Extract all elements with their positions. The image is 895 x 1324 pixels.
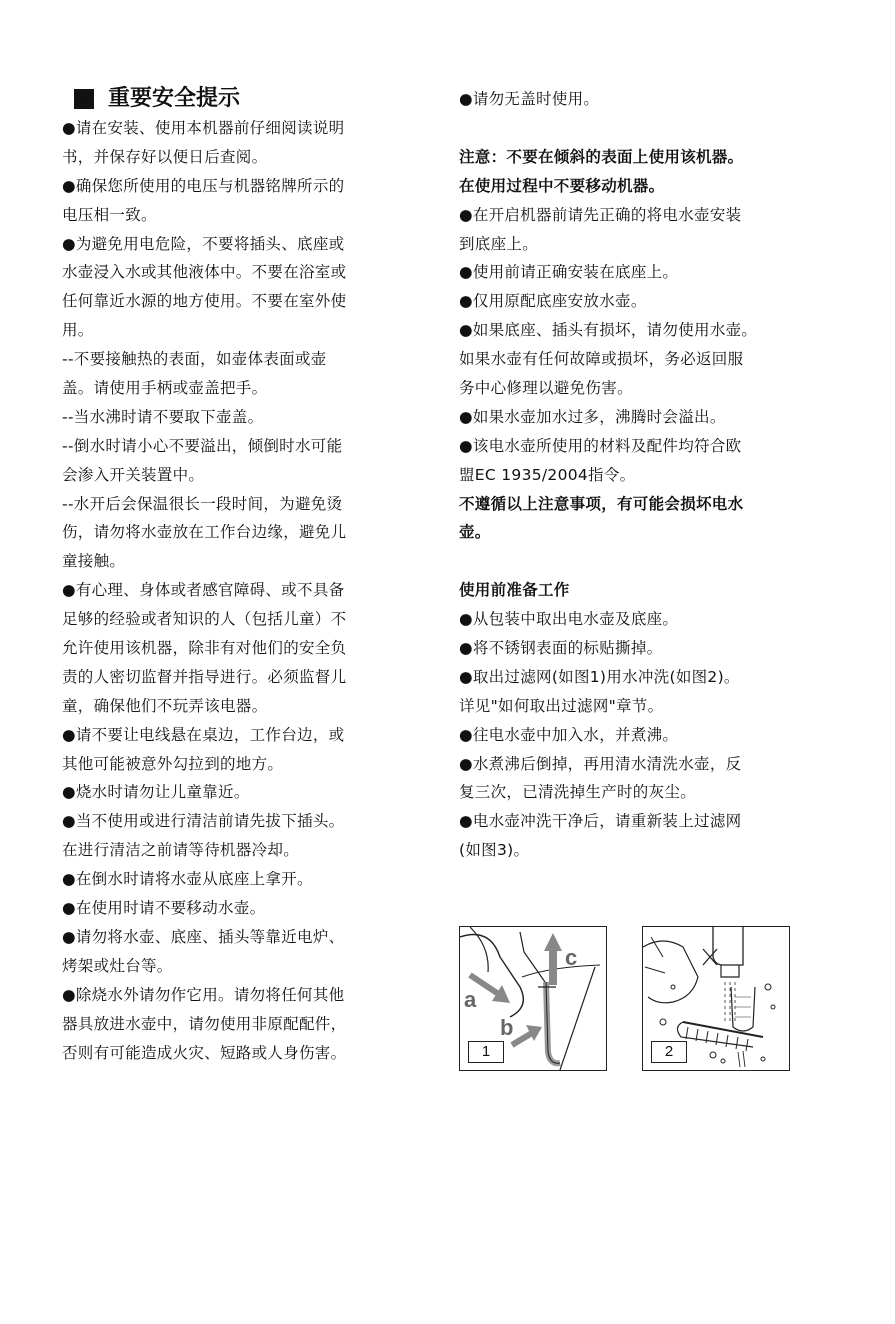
text-line: 烤架或灶台等。 [62, 956, 173, 975]
text-line: 会渗入开关装置中。 [62, 465, 205, 484]
text-line: --水开后会保温很长一段时间，为避免烫 [62, 494, 343, 513]
heading-text: 重要安全提示 [108, 86, 241, 111]
text-line: ●请勿将水壶、底座、插头等靠近电炉、 [62, 927, 345, 946]
section-heading-preparation: 使用前准备工作 [459, 581, 570, 600]
text-line: ●往电水壶中加入水，并煮沸。 [459, 725, 679, 744]
text-line: ●确保您所使用的电压与机器铭牌所示的 [62, 176, 345, 195]
text-line: 任何靠近水源的地方使用。不要在室外使 [62, 292, 347, 311]
text-line: 用。 [62, 321, 94, 340]
text-line: ●从包装中取出电水壶及底座。 [459, 610, 679, 629]
text-line: ●取出过滤网(如图1)用水冲洗(如图2)。 [459, 667, 740, 686]
figure-number: 1 [468, 1041, 504, 1063]
text-line: ●有心理、身体或者感官障碍、或不具备 [62, 581, 345, 600]
text-line: 盟EC 1935/2004指令。 [459, 465, 636, 484]
text-line: ●在倒水时请将水壶从底座上拿开。 [62, 870, 313, 889]
warning-line: 不遵循以上注意事项，有可能会损坏电水 [459, 494, 744, 513]
warning-line: 注意：不要在倾斜的表面上使用该机器。 [459, 147, 744, 166]
text-line: --不要接触热的表面，如壶体表面或壶 [62, 350, 327, 369]
text-line: ●请不要让电线悬在桌边，工作台边，或 [62, 725, 345, 744]
text-line: 童接触。 [62, 552, 126, 571]
text-line: ●除烧水外请勿作它用。请勿将任何其他 [62, 985, 345, 1004]
text-line: 伤，请勿将水壶放在工作台边缘，避免儿 [62, 523, 347, 542]
text-line: 电压相一致。 [62, 205, 157, 224]
text-line: ●请勿无盖时使用。 [459, 90, 600, 108]
text-line: 责的人密切监督并指导进行。必须监督儿 [62, 667, 347, 686]
text-line: 水壶浸入水或其他液体中。不要在浴室或 [62, 263, 347, 282]
text-line: 在进行清洁之前请等待机器冷却。 [62, 841, 300, 860]
text-line: ●使用前请正确安装在底座上。 [459, 263, 679, 282]
text-line: ●将不锈钢表面的标贴撕掉。 [459, 639, 663, 658]
text-line: ●该电水壶所使用的材料及配件均符合欧 [459, 436, 742, 455]
square-bullet-icon [74, 89, 94, 109]
right-column [459, 84, 794, 865]
text-line: 复三次，已清洗掉生产时的灰尘。 [459, 783, 697, 802]
text-line: ●请在安装、使用本机器前仔细阅读说明 [62, 119, 345, 137]
text-line: 到底座上。 [459, 234, 539, 253]
text-line: 详见"如何取出过滤网"章节。 [459, 696, 664, 715]
section-heading-safety [62, 84, 407, 114]
text-line: ●如果水壶加水过多，沸腾时会溢出。 [459, 407, 726, 426]
text-line: 如果水壶有任何故障或损坏，务必返回服 [459, 350, 744, 369]
letter-c: c [565, 945, 578, 970]
text-line: ●在开启机器前请先正确的将电水壶安装 [459, 205, 742, 224]
text-line: ●烧水时请勿让儿童靠近。 [62, 783, 250, 802]
figure-number: 2 [651, 1041, 687, 1063]
text-line: ●水煮沸后倒掉，再用清水清洗水壶，反 [459, 754, 742, 773]
text-line: ●为避免用电危险，不要将插头、底座或 [62, 234, 345, 253]
text-line: ●当不使用或进行清洁前请先拔下插头。 [62, 812, 345, 831]
text-line: 允许使用该机器，除非有对他们的安全负 [62, 639, 347, 658]
text-line: 足够的经验或者知识的人（包括儿童）不 [62, 610, 347, 629]
text-line: 器具放进水壶中，请勿使用非原配配件， [62, 1014, 347, 1033]
spacer [459, 114, 794, 143]
figures-row [459, 926, 789, 1070]
left-column [62, 84, 407, 1067]
text-line: 盖。请使用手柄或壶盖把手。 [62, 379, 268, 398]
text-line: --当水沸时请不要取下壶盖。 [62, 407, 264, 426]
text-line: ●如果底座、插头有损坏，请勿使用水壶。 [459, 321, 758, 340]
text-line: 童，确保他们不玩弄该电器。 [62, 696, 268, 715]
text-line: --倒水时请小心不要溢出，倾倒时水可能 [62, 436, 343, 455]
text-line: ●电水壶冲洗干净后，请重新装上过滤网 [459, 812, 742, 831]
figure-2-filter-rinse [642, 926, 790, 1071]
warning-line: 壶。 [459, 523, 491, 542]
spacer [459, 547, 794, 576]
letter-a: a [464, 987, 477, 1012]
letter-b: b [500, 1015, 514, 1040]
text-line: (如图3)。 [459, 841, 530, 860]
figure-1-filter-removal [459, 926, 607, 1071]
text-line: 务中心修理以避免伤害。 [459, 379, 633, 398]
text-line: 其他可能被意外勾拉到的地方。 [62, 754, 284, 773]
text-line: 否则有可能造成火灾、短路或人身伤害。 [62, 1043, 347, 1062]
text-line: 书，并保存好以便日后查阅。 [62, 147, 268, 166]
warning-line: 在使用过程中不要移动机器。 [459, 176, 665, 195]
text-line: ●在使用时请不要移动水壶。 [62, 899, 266, 918]
text-line: ●仅用原配底座安放水壶。 [459, 292, 647, 311]
